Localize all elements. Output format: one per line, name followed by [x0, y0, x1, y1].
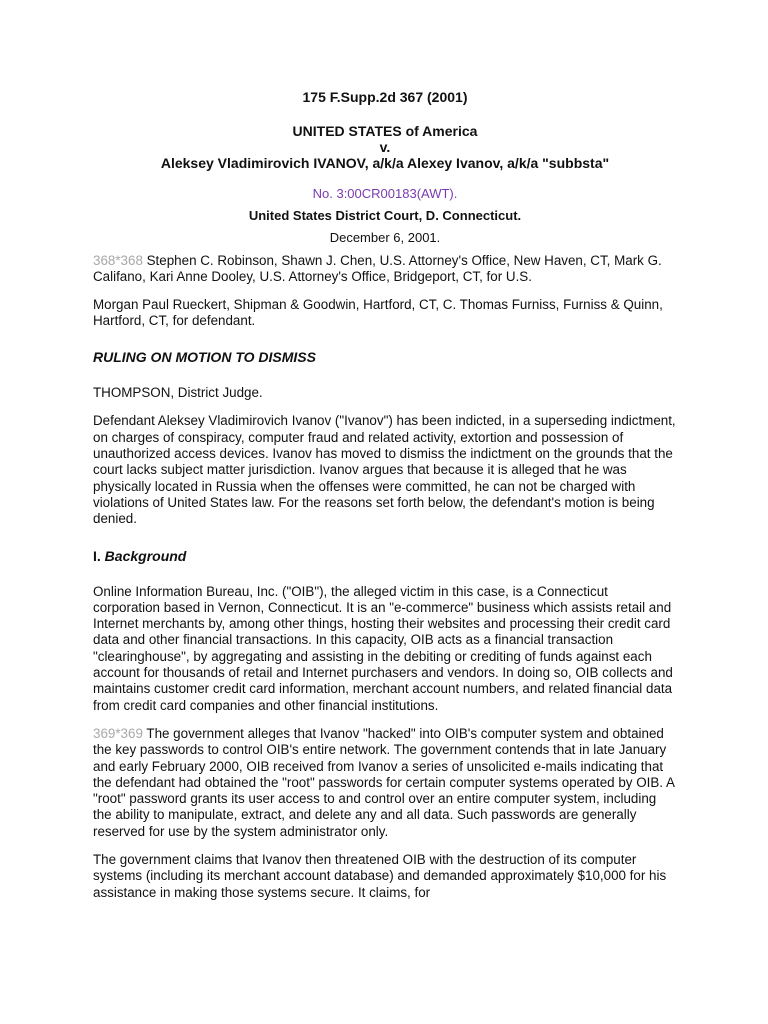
- background-paragraph-2: [93, 726, 677, 840]
- background-paragraph-3: The government claims that Ivanov then threatened OIB with the destruction of its computer systems (including its merchant account database) and demanded approximately $10,000 for his assistance in making those systems secure. It claims, for: [93, 852, 667, 900]
- court-name: United States District Court, D. Connecticut.: [248, 208, 522, 223]
- background-paragraph-2-text: The government alleges that Ivanov "hacked" into OIB's computer system and obtained the key passwords to control OIB's entire network. The government contends that in late January and early February 2000, OIB received from Ivanov a series of unsolicited e-mails indicating that the defendant had obtained the "root" passwords for certain computer systems operated by OIB. A "root" password grants its user access to and control over an entire computer system, including the ability to manipulate, extract, and delete any and all data. Such passwords are generally reserved for use by the system administrator only.: [93, 725, 675, 839]
- judge-line: THOMPSON, District Judge.: [93, 385, 263, 401]
- section-number: I.: [93, 547, 101, 564]
- opinion-page: [93, 80, 677, 901]
- page-pin-368: 368*368: [93, 253, 143, 268]
- docket-number: No. 3:00CR00183(AWT).: [312, 186, 458, 201]
- decision-date: December 6, 2001.: [329, 230, 441, 245]
- section-title: Background: [104, 547, 187, 564]
- page-pin-369: 369*369: [93, 725, 143, 741]
- plaintiff-name: UNITED STATES of America: [292, 123, 478, 139]
- section-heading-background: [93, 548, 677, 565]
- intro-paragraph: Defendant Aleksey Vladimirovich Ivanov ("Ivanov") has been indicted, in a superseding indictment, on charges of conspiracy, computer fraud and related activity, extortion and possession of unauthorized access devices. Ivanov has moved to dismiss the indictment on the grounds that the court lacks subject matter jurisdiction. Ivanov argues that because it is alleged that he was physically located in Russia when the offenses were committed, he can not be charged with violations of United States law. For the reasons set forth below, the defendant's motion is being denied.: [93, 413, 676, 527]
- plaintiff-counsel: [93, 253, 677, 286]
- case-citation: 175 F.Supp.2d 367 (2001): [302, 89, 468, 105]
- defendant-name: Aleksey Vladimirovich IVANOV, a/k/a Alexey Ivanov, a/k/a "subbsta": [160, 155, 610, 171]
- case-caption: [93, 123, 677, 171]
- ruling-title: RULING ON MOTION TO DISMISS: [93, 349, 316, 366]
- defense-counsel: Morgan Paul Rueckert, Shipman & Goodwin, Hartford, CT, C. Thomas Furniss, Furniss & Quinn, Hartford, CT, for defendant.: [93, 296, 663, 328]
- plaintiff-counsel-text: Stephen C. Robinson, Shawn J. Chen, U.S. Attorney's Office, New Haven, CT, Mark G. Califano, Kari Anne Dooley, U.S. Attorney's Office, Bridgeport, CT, for U.S.: [93, 253, 662, 285]
- versus-label: v.: [379, 139, 391, 155]
- background-paragraph-1: Online Information Bureau, Inc. ("OIB"), the alleged victim in this case, is a Connecticut corporation based in Vernon, Connecticut. It is an "e-commerce" business which assists retail and Internet merchants by, among other things, hosting their websites and processing their credit card data and other financial transactions. In this capacity, OIB acts as a financial transaction "clearinghouse", by aggregating and assisting in the debiting or crediting of funds against each account for thousands of retail and Internet purchasers and vendors. In doing so, OIB collects and maintains customer credit card information, merchant account numbers, and related financial data from credit card companies and other financial institutions.: [93, 583, 673, 713]
